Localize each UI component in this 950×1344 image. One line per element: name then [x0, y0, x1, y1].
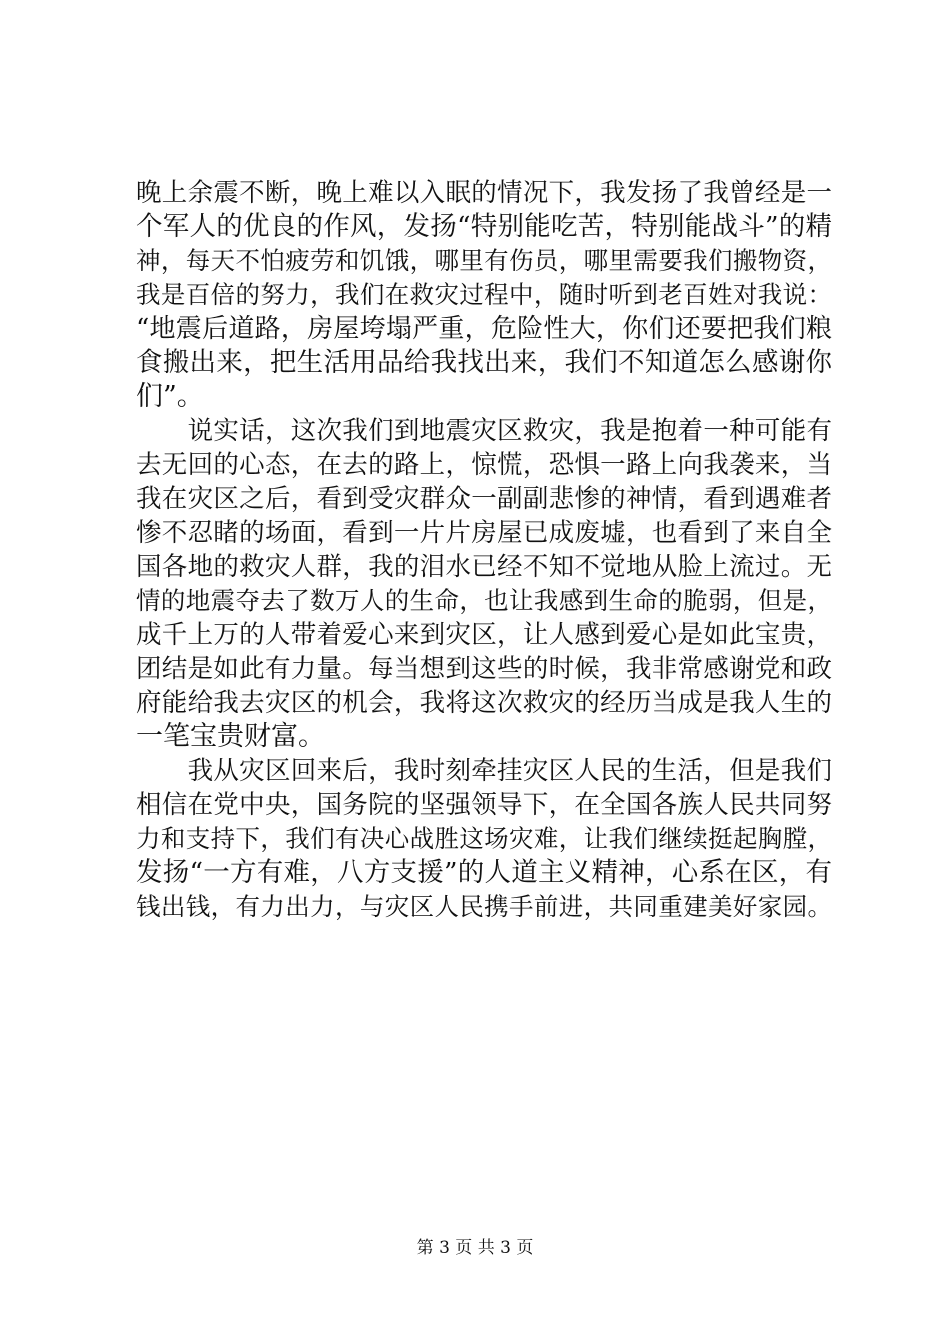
text-line: 们”。 [136, 381, 204, 412]
text-line: 发扬“一方有难，八方支援”的人道主义精神，心系在区，有 [136, 857, 832, 888]
text-line: 相信在党中央，国务院的坚强领导下，在全国各族人民共同努 [136, 790, 832, 820]
text-line: 府能给我去灾区的机会，我将这次救灾的经历当成是我人生的 [136, 688, 832, 718]
text-line: 说实话，这次我们到地震灾区救灾，我是抱着一种可能有 [136, 416, 832, 446]
text-line: “地震后道路，房屋垮塌严重，危险性大，你们还要把我们粮 [136, 314, 832, 344]
text-line: 情的地震夺去了数万人的生命，也让我感到生命的脆弱，但是， [136, 586, 832, 615]
text-line: 钱出钱，有力出力，与灾区人民携手前进，共同重建美好家园。 [136, 892, 832, 921]
text-line: 个军人的优良的作风，发扬“特别能吃苦，特别能战斗”的精 [136, 211, 832, 242]
text-line: 晚上余震不断，晚上难以入眠的情况下，我发扬了我曾经是一 [136, 178, 832, 208]
text-line: 我在灾区之后，看到受灾群众一副副悲惨的神情，看到遇难者 [136, 484, 832, 514]
text-line: 惨不忍睹的场面，看到一片片房屋已成废墟，也看到了来自全 [136, 518, 832, 548]
text-line: 去无回的心态，在去的路上，惊慌，恐惧一路上向我袭来，当 [136, 450, 832, 480]
page-footer: 第 3 页 共 3 页 [416, 1238, 534, 1258]
text-line: 成千上万的人带着爱心来到灾区，让人感到爱心是如此宝贵， [136, 620, 832, 650]
body-text [136, 176, 832, 924]
text-line: 团结是如此有力量。每当想到这些的时候，我非常感谢党和政 [136, 654, 832, 684]
text-line: 一笔宝贵财富。 [136, 721, 325, 752]
text-line: 我是百倍的努力，我们在救灾过程中，随时听到老百姓对我说： [136, 280, 832, 309]
text-line: 我从灾区回来后，我时刻牵挂灾区人民的生活，但是我们 [136, 756, 832, 786]
text-line: 食搬出来，把生活用品给我找出来，我们不知道怎么感谢你 [136, 347, 832, 378]
text-line: 国各地的救灾人群，我的泪水已经不知不觉地从脸上流过。无 [136, 552, 832, 582]
text-line: 力和支持下，我们有决心战胜这场灾难，让我们继续挺起胸膛， [136, 824, 832, 853]
text-line: 神，每天不怕疲劳和饥饿，哪里有伤员，哪里需要我们搬物资， [136, 246, 832, 275]
